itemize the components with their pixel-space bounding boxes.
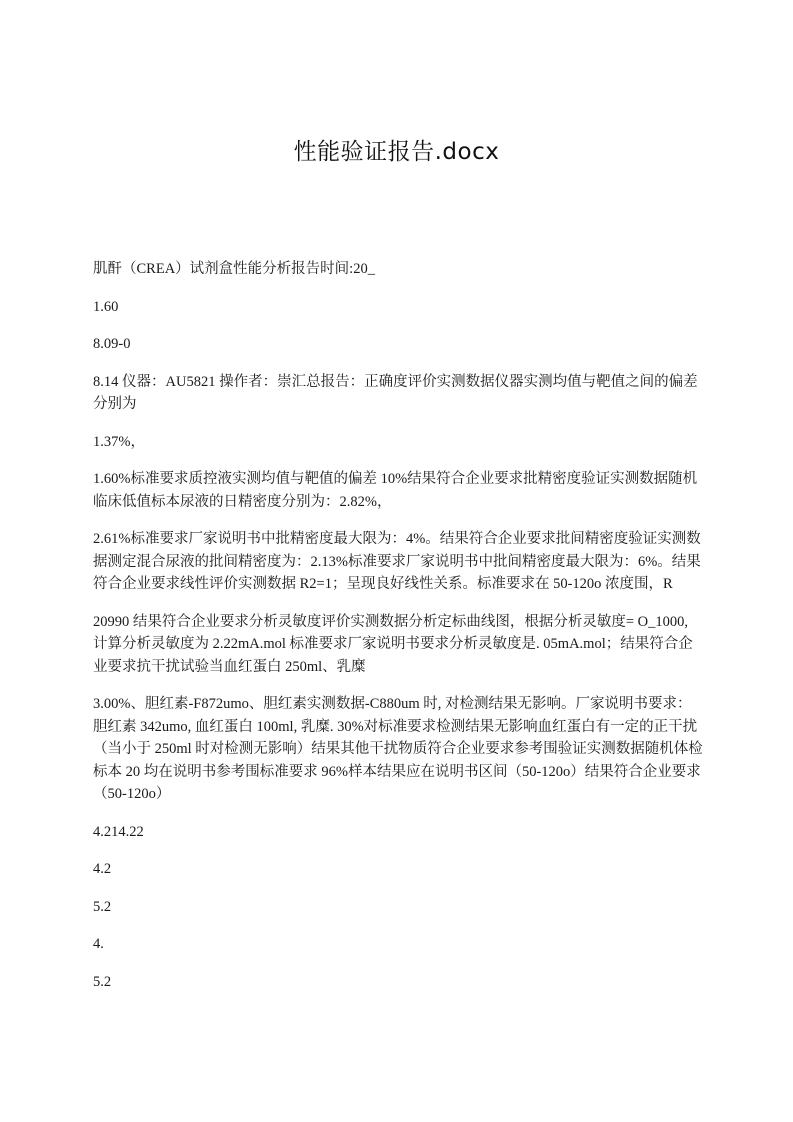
paragraph: 8.09-0: [93, 336, 131, 352]
paragraph: 4.2: [93, 861, 112, 877]
paragraph: 4.: [93, 936, 104, 952]
paragraph: 1.60%标准要求质控液实测均值与靶值的偏差 10%结果符合企业要求批精密度验证实测数据随机临床低值标本尿液的日精密度分别为：2.82%，: [93, 471, 698, 510]
paragraph: 2.61%标准要求厂家说明书中批精密度最大限为：4%。结果符合企业要求批间精密度验证实测数据测定混合尿液的批间精密度为：2.13%标准要求厂家说明书中批间精密度最大限为：6%。结果符合企业要求线性评价实测数据 R2=1；呈现良好线性关系。标准要求在 50-120o 浓度围，R: [93, 531, 701, 592]
document-body: [93, 258, 705, 1008]
paragraph: 20990 结果符合企业要求分析灵敏度评价实测数据分析定标曲线图，根据分析灵敏度= O_1000, 计算分析灵敏度为 2.22mA.mol 标准要求厂家说明书要求分析灵敏度是. 05mA.mol；结果符合企业要求抗干扰试验当血红蛋白 250ml、乳糜: [93, 613, 693, 675]
paragraph: 5.2: [93, 973, 112, 990]
paragraph: 3.00%、胆红素-F872umo、胆红素实测数据-C880um 时, 对检测结果无影响。厂家说明书要求：胆红素 342umo, 血红蛋白 100ml, 乳糜. 30%对标准要求检测结果无影响血红蛋白有一定的正干扰（当小于 250ml 时对检测无影响）结果其他干扰物质符合企业要求参考围验证实测数据随机体检标本 20 均在说明书参考围标准要求 96%样本结果应在说明书区间（50-120o）结果符合企业要求（50-120o）: [93, 696, 703, 802]
paragraph: 肌酐（CREA）试剂盒性能分析报告时间:20_: [93, 261, 375, 277]
paragraph: 4.214.22: [93, 823, 144, 840]
paragraph: 8.14 仪器：AU5821 操作者：崇汇总报告：正确度评价实测数据仪器实测均值与靶值之间的偏差分别为: [93, 373, 698, 412]
paragraph: 1.60: [93, 298, 119, 315]
paragraph: 5.2: [93, 898, 112, 915]
document-title: 性能验证报告.docx: [293, 139, 500, 165]
paragraph: 1.37%，: [93, 433, 145, 450]
